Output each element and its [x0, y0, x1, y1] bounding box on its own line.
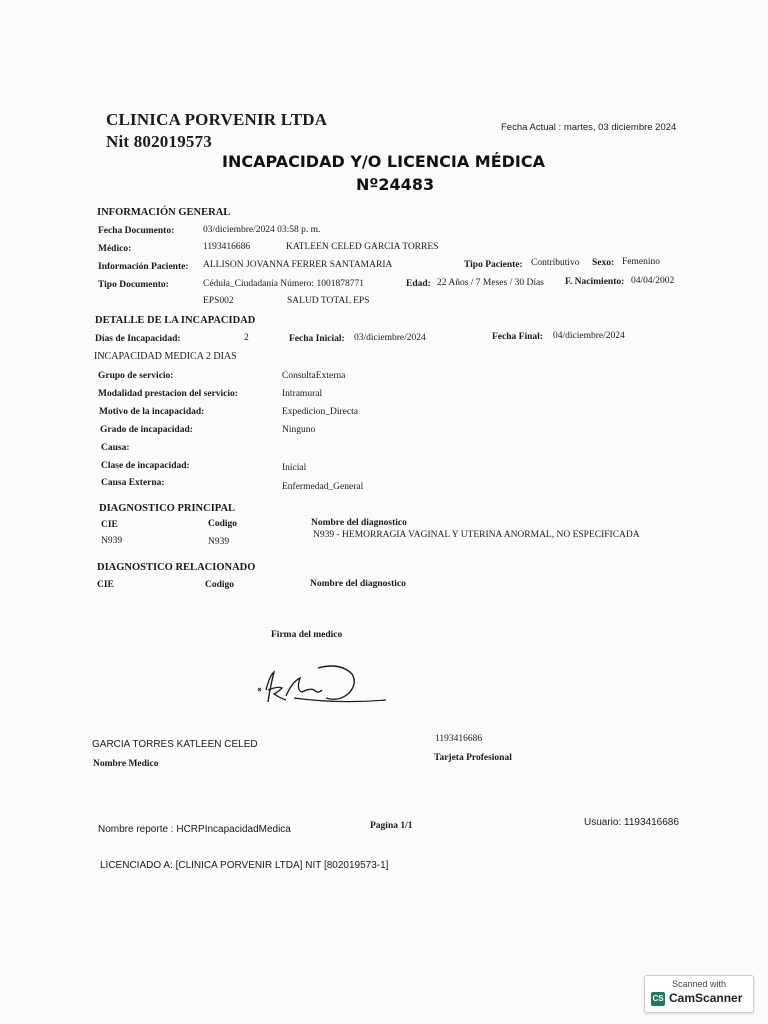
causa-label: Causa:	[101, 443, 130, 453]
section-detalle-incapacidad: DETALLE DE LA INCAPACIDAD	[95, 315, 256, 326]
fecha-final-value: 04/diciembre/2024	[553, 331, 625, 341]
signature-image	[248, 660, 388, 716]
sexo-value: Femenino	[622, 257, 660, 267]
clinic-name: CLINICA PORVENIR LTDA	[106, 110, 328, 129]
modalidad-label: Modalidad prestacion del servicio:	[98, 389, 238, 399]
diag-principal-nombre-value: N939 - HEMORRAGIA VAGINAL Y UTERINA ANORMAL, NO ESPECIFICADA	[313, 530, 640, 540]
clinic-nit: Nit 802019573	[106, 132, 213, 151]
fecha-actual-value: martes, 03 diciembre 2024	[563, 122, 677, 133]
diag-relacionado-cie-label: CIE	[97, 580, 114, 590]
tipo-documento-label: Tipo Documento:	[98, 280, 169, 290]
nacimiento-value: 04/04/2002	[631, 276, 675, 286]
edad-value: 22 Años / 7 Meses / 30 Días	[437, 278, 544, 288]
motivo-value: Expedicion_Directa	[282, 407, 358, 417]
causa-externa-value: Enfermedad_General	[282, 482, 364, 492]
eps-code: EPS002	[203, 296, 234, 306]
tipo-documento-value: Cédula_Ciudadania Número: 1001878771	[203, 279, 364, 289]
firma-label: Firma del medico	[271, 630, 343, 640]
clase-value: Inicial	[282, 463, 307, 473]
fecha-documento-value: 03/diciembre/2024 03:58 p. m.	[203, 225, 321, 235]
scanned-with-text: Scanned with	[671, 979, 727, 989]
incapacidad-description: INCAPACIDAD MEDICA 2 DIAS	[94, 351, 237, 362]
camscanner-watermark	[644, 975, 754, 1013]
fecha-actual-label: Fecha Actual :	[501, 122, 562, 133]
dias-incapacidad-label: Días de Incapacidad:	[95, 334, 181, 344]
info-paciente-label: Información Paciente:	[98, 262, 189, 272]
grado-label: Grado de incapacidad:	[100, 425, 193, 435]
medico-name: KATLEEN CELED GARCIA TORRES	[286, 242, 439, 252]
nombre-reporte: Nombre reporte : HCRPIncapacidadMedica	[98, 824, 291, 835]
diag-principal-cie-label: CIE	[101, 520, 118, 530]
dias-incapacidad-value: 2	[244, 333, 249, 343]
eps-name: SALUD TOTAL EPS	[287, 296, 370, 306]
modalidad-value: Intramural	[282, 389, 323, 399]
diag-principal-nombre-label: Nombre del diagnostico	[311, 518, 407, 528]
firma-medico-name: GARCIA TORRES KATLEEN CELED	[92, 739, 258, 750]
nombre-medico-label: Nombre Medico	[93, 759, 159, 769]
diag-principal-cie-value: N939	[101, 536, 123, 546]
fecha-documento-label: Fecha Documento:	[98, 226, 175, 236]
causa-externa-label: Causa Externa:	[101, 478, 165, 488]
tipo-paciente-value: Contributivo	[531, 258, 580, 268]
medico-id: 1193416686	[203, 242, 251, 252]
camscanner-name: CamScanner	[669, 991, 743, 1005]
camscanner-logo-icon: CS	[651, 992, 665, 1006]
diag-relacionado-nombre-label: Nombre del diagnostico	[310, 579, 406, 589]
tarjeta-value: 1193416686	[435, 734, 483, 744]
licenciado: LICENCIADO A: [CLINICA PORVENIR LTDA] NIT [802019573-1]	[100, 860, 389, 871]
paciente-name: ALLISON JOVANNA FERRER SANTAMARIA	[203, 260, 393, 270]
sexo-label: Sexo:	[592, 258, 615, 268]
clase-label: Clase de incapacidad:	[101, 461, 190, 471]
fecha-final-label: Fecha Final:	[492, 332, 543, 342]
tarjeta-label: Tarjeta Profesional	[434, 753, 512, 763]
pagina: Pagina 1/1	[370, 821, 413, 831]
fecha-inicial-value: 03/diciembre/2024	[354, 333, 426, 343]
nacimiento-label: F. Nacimiento:	[565, 277, 625, 287]
section-informacion-general: INFORMACIÓN GENERAL	[97, 207, 231, 218]
edad-label: Edad:	[406, 279, 431, 289]
grupo-servicio-label: Grupo de servicio:	[98, 371, 174, 381]
diag-relacionado-codigo-label: Codigo	[205, 580, 235, 590]
motivo-label: Motivo de la incapacidad:	[99, 407, 205, 417]
section-diagnostico-relacionado: DIAGNOSTICO RELACIONADO	[97, 562, 256, 573]
tipo-paciente-label: Tipo Paciente:	[464, 260, 523, 270]
diag-principal-codigo-label: Codigo	[208, 519, 238, 529]
section-diagnostico-principal: DIAGNOSTICO PRINCIPAL	[99, 503, 236, 514]
medico-label: Médico:	[98, 244, 132, 254]
grupo-servicio-value: ConsultaExterna	[282, 371, 346, 381]
document-number: Nº24483	[356, 175, 435, 194]
document-title: INCAPACIDAD Y/O LICENCIA MÉDICA	[222, 152, 545, 171]
diag-principal-codigo-value: N939	[208, 537, 230, 547]
grado-value: Ninguno	[282, 425, 316, 435]
fecha-actual	[501, 122, 676, 133]
usuario: Usuario: 1193416686	[584, 817, 679, 828]
fecha-inicial-label: Fecha Inicial:	[289, 334, 345, 344]
